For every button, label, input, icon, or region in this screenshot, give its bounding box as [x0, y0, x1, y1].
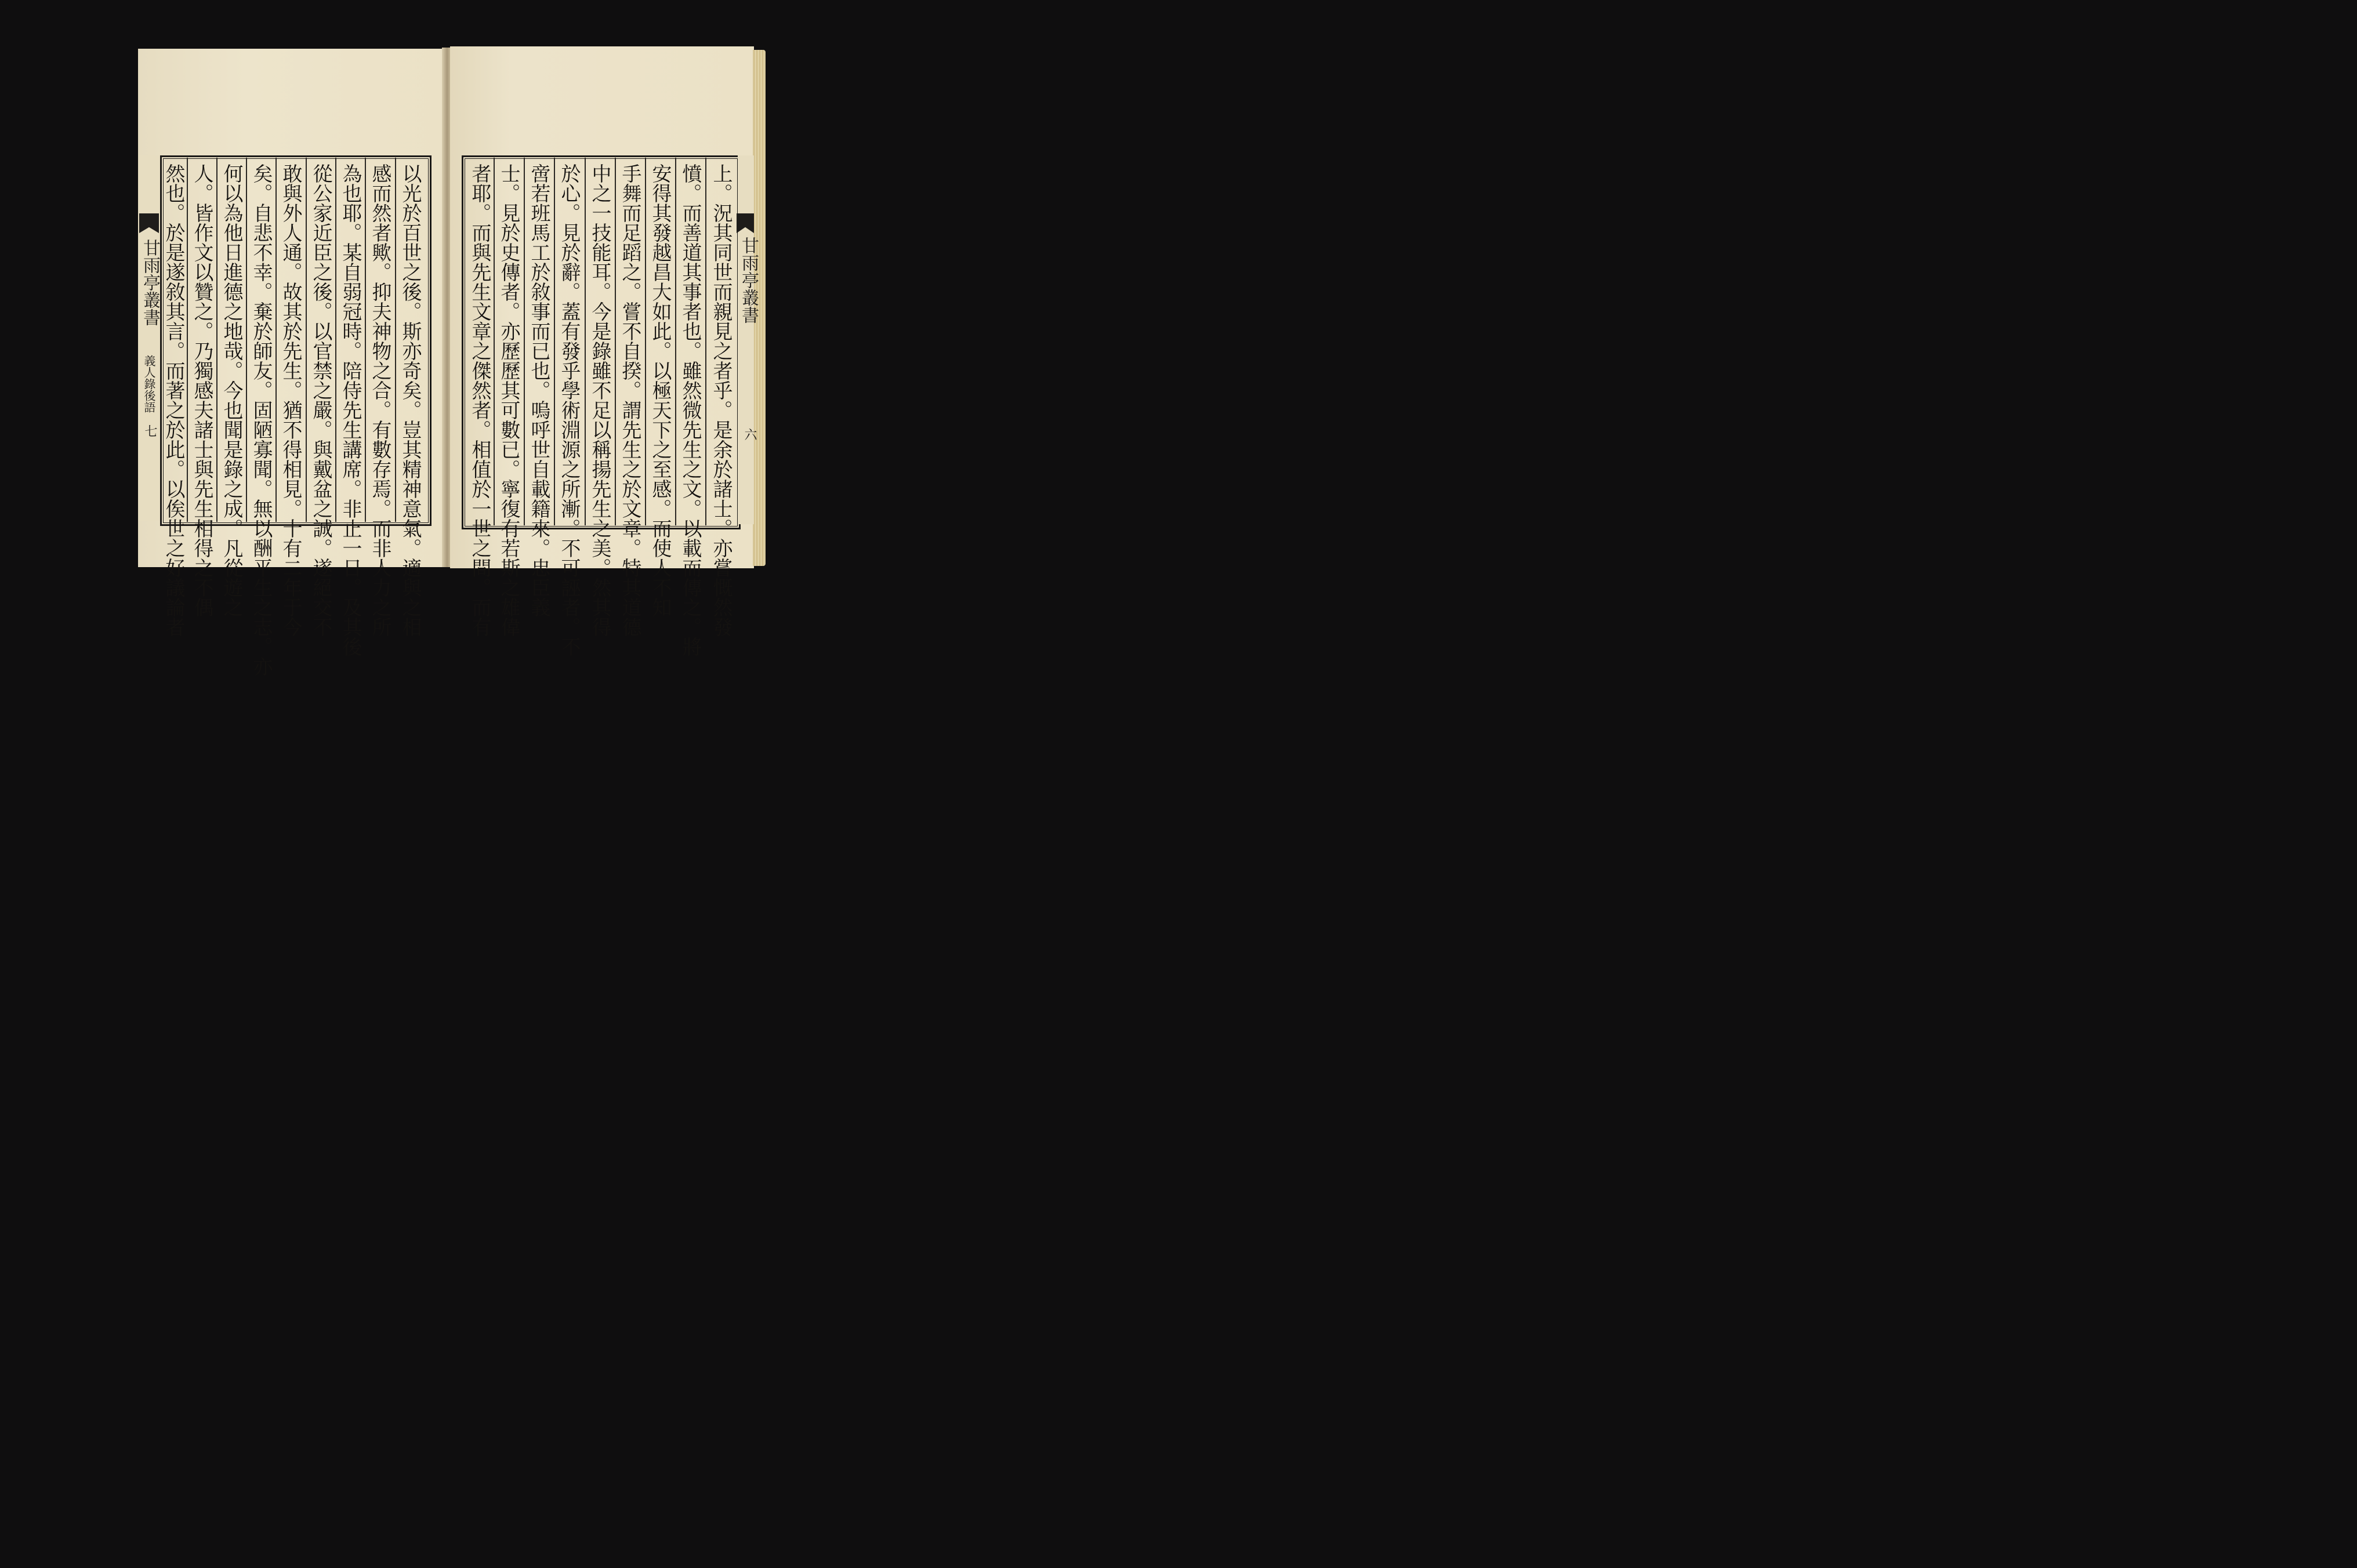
book-spread	[0, 0, 909, 676]
column-rule	[246, 158, 247, 522]
column-rule	[675, 158, 676, 525]
text-column: 人。皆作文以贊之。乃獨感夫諸士與先生相得之不偶	[190, 164, 213, 617]
text-column: 何以為他日進德之地哉。今也聞是錄之成。凡從遊之	[220, 164, 243, 617]
series-title-left: 甘雨亭叢書	[140, 239, 160, 326]
right-fold-margin	[738, 155, 757, 524]
text-column: 從公家近臣之後。以官禁之嚴。與戴盆之誠。遂絕交不	[309, 164, 332, 637]
text-column: 以光於百世之後。斯亦奇矣。豈其精神意氣。適與之相	[398, 164, 422, 637]
section-title-left: 義人錄後語	[142, 355, 156, 413]
text-column: 上。況其同世而親見之者乎。是余於諸士。亦嘗慨然發	[709, 164, 733, 637]
column-rule	[275, 158, 277, 522]
text-column: 手舞而足蹈之。嘗不自揆。謂先生之於文章。特其道德	[618, 164, 641, 637]
text-column: 士。見於史傳者。亦歷歷其可數已。寧復有若斯之雄偉	[497, 164, 520, 637]
text-column: 敢與外人通。故其於先生。猶不得相見。十有二年于今	[279, 164, 302, 637]
text-column: 於心。見於辭。蓋有發乎學術淵源之所漸。不可誣者。不	[557, 164, 581, 656]
text-column: 然也。於是遂敘其言。而著之於此。以俟世之好議論者	[162, 164, 185, 637]
left-fold-margin	[138, 155, 160, 521]
column-rule	[585, 158, 586, 525]
column-rule	[645, 158, 646, 525]
series-title-right: 甘雨亭叢書	[738, 237, 759, 324]
text-column: 安得其發越昌大如此。以極天下之至感。而使人不知	[648, 164, 672, 617]
column-rule	[306, 158, 307, 522]
column-rule	[365, 158, 366, 522]
column-rule	[335, 158, 336, 522]
column-rule	[187, 158, 188, 522]
column-rule	[395, 158, 396, 522]
text-column: 感而然者歟。抑夫神物之合。有數存焉。而非人力之所	[368, 164, 391, 637]
text-column: 者耶。而與先生文章之傑然者。相值於一世之間。而有	[468, 164, 491, 637]
text-column: 啻若班馬工於敘事而已也。嗚呼世自載籍來。忠臣義	[527, 164, 550, 617]
column-rule	[705, 158, 706, 525]
column-rule	[494, 158, 495, 525]
text-column: 中之一技能耳。今是錄雖不足以稱揚先生之美。然其得	[588, 164, 611, 637]
column-rule	[524, 158, 525, 525]
folio-right: 六	[742, 428, 757, 441]
column-rule	[615, 158, 616, 525]
column-rule	[216, 158, 217, 522]
column-rule	[554, 158, 555, 525]
text-column: 為也耶。某自弱冠時。陪侍先生講席。非止一日。及其後	[339, 164, 362, 656]
text-column: 矣。自悲不幸。棄於師友。固陋寡聞。無以酬平生之志。亦	[249, 164, 273, 676]
folio-left: 七	[143, 424, 157, 437]
text-column: 憤。而善道其事者也。雖然微先生之文。以載而傳之。將	[679, 164, 702, 656]
